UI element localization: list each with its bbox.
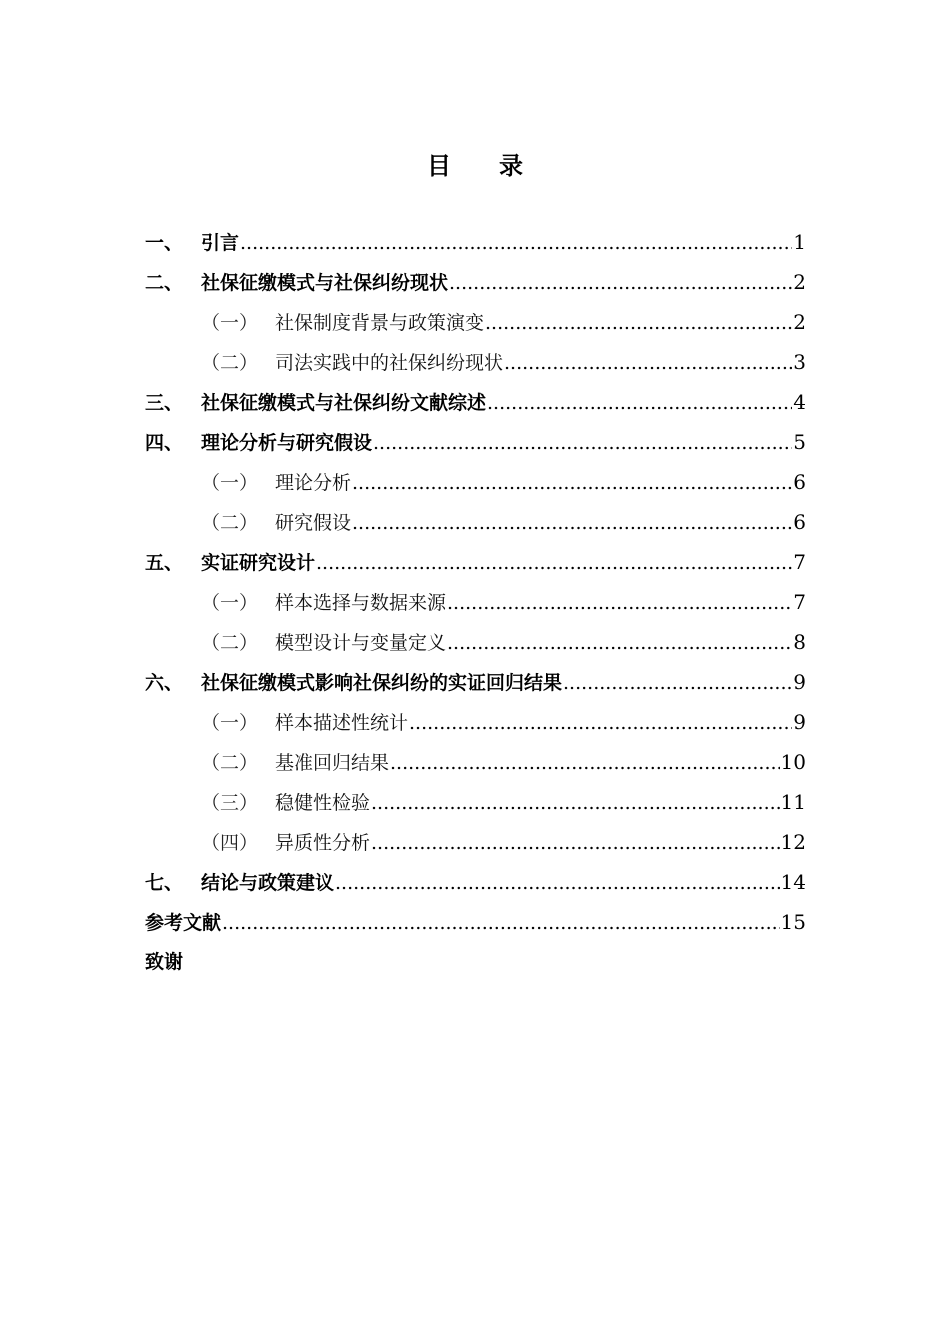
toc-entry[interactable] [145,542,806,582]
toc-entry[interactable] [145,502,806,542]
toc-entry-label: 社保征缴模式与社保纠纷文献综述 [201,392,487,414]
toc-page-number: 14 [780,870,806,894]
toc-entry[interactable] [145,742,806,782]
toc-entry-number: 二、 [145,272,184,294]
toc-dot-leader [485,303,792,343]
toc-dot-leader [409,703,792,743]
toc-entry-number: 七、 [145,872,184,894]
toc-page-number: 6 [793,470,806,494]
toc-entry-label: 参考文献 [145,912,222,934]
toc-title-part2: 录 [499,152,523,180]
toc-entry-number: （一） [201,472,259,494]
toc-entry-number: 四、 [145,432,184,454]
toc-entry[interactable] [145,342,806,382]
toc-entry-number: （一） [201,312,259,334]
toc-page-number: 9 [793,710,806,734]
toc-entry-number: （一） [201,592,259,614]
toc-entry-label: 稳健性检验 [275,792,371,814]
toc-page-number: 15 [780,910,806,934]
toc-entry-number: （二） [201,512,259,534]
toc-dot-leader [373,423,792,463]
toc-entry-label: 致谢 [145,951,184,973]
toc-dot-leader [371,783,780,823]
toc-dot-leader [335,863,780,903]
toc-page-number: 7 [793,550,806,574]
toc-entry[interactable] [145,782,806,822]
toc-entry-number: （四） [201,832,259,854]
toc-entry-label: 研究假设 [275,512,352,534]
toc-entry[interactable] [145,222,806,262]
toc-entry-label: 样本描述性统计 [275,712,409,734]
toc-title [0,146,950,181]
toc-entry-number: 一、 [145,232,184,254]
toc-entry-number: 五、 [145,552,184,574]
toc-entry-label: 样本选择与数据来源 [275,592,447,614]
toc-entry[interactable] [145,622,806,662]
toc-entry[interactable] [145,382,806,422]
toc-entry-number: 三、 [145,392,184,414]
toc-entry-label: 理论分析 [275,472,352,494]
toc-page-number: 9 [793,670,806,694]
toc-entry-label: 司法实践中的社保纠纷现状 [275,352,504,374]
toc-entry-label: 模型设计与变量定义 [275,632,447,654]
toc-entry-label: 结论与政策建议 [201,872,335,894]
toc-entry-number: （二） [201,752,259,774]
toc-page-number: 2 [793,270,806,294]
toc-entry-label: 社保征缴模式与社保纠纷现状 [201,272,449,294]
toc-entry[interactable] [145,902,806,942]
toc-entry[interactable] [145,702,806,742]
toc-entry[interactable] [145,942,806,982]
toc-entry[interactable] [145,862,806,902]
toc-dot-leader [487,383,792,423]
toc-entry[interactable] [145,462,806,502]
toc-dot-leader [563,663,792,703]
toc-page-number: 4 [793,390,806,414]
toc-page-number: 10 [780,750,806,774]
toc-page-number: 6 [793,510,806,534]
toc-dot-leader [447,623,792,663]
toc-page-number: 3 [793,350,806,374]
toc-entry[interactable] [145,422,806,462]
toc-entry-label: 基准回归结果 [275,752,390,774]
toc-entry[interactable] [145,262,806,302]
toc-list [145,222,806,982]
toc-dot-leader [222,903,780,943]
toc-entry[interactable] [145,822,806,862]
toc-entry-label: 实证研究设计 [201,552,316,574]
toc-title-part1: 目 [427,152,451,180]
toc-dot-leader [504,343,792,383]
toc-page-number: 2 [793,310,806,334]
toc-page-number: 8 [793,630,806,654]
toc-entry[interactable] [145,582,806,622]
toc-entry[interactable] [145,302,806,342]
toc-entry-number: （一） [201,712,259,734]
toc-entry[interactable] [145,662,806,702]
toc-dot-leader [240,223,792,263]
toc-page-number: 1 [793,230,806,254]
toc-entry-number: （三） [201,792,259,814]
toc-entry-number: （二） [201,352,259,374]
toc-entry-number: （二） [201,632,259,654]
toc-entry-number: 六、 [145,672,184,694]
toc-entry-label: 异质性分析 [275,832,371,854]
toc-dot-leader [449,263,792,303]
toc-entry-label: 社保制度背景与政策演变 [275,312,485,334]
toc-page-number: 7 [793,590,806,614]
toc-dot-leader [390,743,780,783]
toc-page-number: 5 [793,430,806,454]
toc-page-number: 12 [780,830,806,854]
toc-dot-leader [352,463,792,503]
toc-page-number: 11 [780,790,806,814]
toc-entry-label: 引言 [201,232,240,254]
toc-dot-leader [447,583,792,623]
toc-entry-label: 理论分析与研究假设 [201,432,373,454]
toc-dot-leader [316,543,792,583]
toc-dot-leader [371,823,780,863]
toc-entry-label: 社保征缴模式影响社保纠纷的实证回归结果 [201,672,563,694]
toc-dot-leader [352,503,792,543]
